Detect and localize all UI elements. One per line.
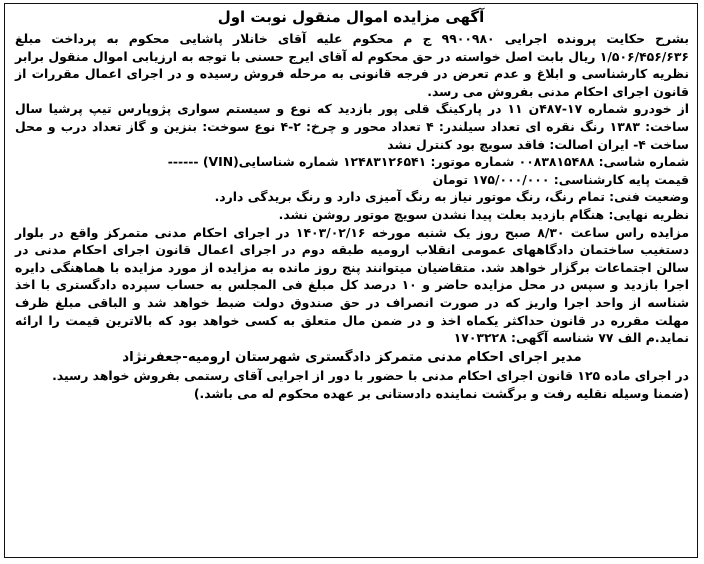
article-125-paragraph: در اجرای ماده ۱۲۵ قانون اجرای احکام مدنی با حضور با دور از اجرایی آقای رستمی بفروش خواهد رسید. — [52, 368, 689, 384]
signature-line: مدیر اجرای احکام مدنی متمرکز دادگستری شهرستان ارومیه-جعفرنژاد — [122, 349, 582, 365]
notice-frame — [4, 3, 698, 558]
case-details-paragraph: بشرح حکایت پرونده اجرایی ۹۹۰۰۹۸۰ ج م محکوم علیه آقای خانلار پاشایی محکوم به پرداخت مبلغ ۱/۵۰۶/۴۵۶/۶۳۶ ریال بابت اصل خواسته در حق محکوم له آقای ایرج حسنی با توجه به ارزیابی اموال منقول برابر نظریه کارشناسی و ابلاغ و عدم تعرض در فرجه قانونی به مرحله فروش رسیده و در اجرای اعمال مقررات از قانون اجرای احکام مدنی بفروش می رسد. — [15, 31, 690, 99]
notice-title: آگهی مزایده اموال منقول نوبت اول — [217, 8, 485, 26]
transport-note-paragraph: (ضمنا وسیله نقلیه رفت و برگشت نماینده دادستانی بر عهده محکوم له می باشد.) — [193, 385, 689, 401]
base-price-paragraph: قیمت پایه کارشناسی: ۱۷۵/۰۰۰/۰۰۰ تومان — [432, 171, 689, 187]
auction-terms-paragraph: مزایده راس ساعت ۸/۳۰ صبح روز یک شنبه مورخه ۱۴۰۳/۰۲/۱۶ در اجرای احکام مدنی متمرکز واقع در بلوار دستغیب ساختمان دادگاههای عمومی انقلاب ارومیه طبقه دوم در اجرای اعمال قانون اجرای احکام مدنی در سالن اجتماعات برگزار خواهد شد. متقاضیان میتوانند پنج روز مانده به مزایده از مورد مزایده با هماهنگی دایره اجرا بازدید و سپس در محل مزایده حاضر و ۱۰ درصد کل مبلغ فی المجلس به حساب سپرده دادگستری با اخذ شناسه از واحد اجرا واریز که در صورت انصراف در حق صندوق دولت ضبط خواهد شد و الباقی مبلغ ظرف مهلت مقرره در قانون حداکثر یکماه اخذ و در ضمن مال متعلق به کسی خواهد بود که بالاترین قیمت را ارائه نماید.م الف ۷۷ شناسه آگهی: ۱۷۰۳۲۲۸ — [15, 224, 689, 346]
final-opinion-paragraph: نظریه نهایی: هنگام بازدید بعلت پیدا نشدن سویچ موتور روشن نشد. — [278, 206, 689, 222]
notice-body — [15, 30, 689, 402]
vehicle-identifiers-paragraph: شماره شاسی: ۰۰۸۳۸۱۵۴۸۸ شماره موتور: ۱۲۴۸۳۱۲۶۵۴۱ شماره شناسایی(VIN) ------ — [167, 154, 689, 170]
vehicle-description-paragraph: از خودرو شماره ۱۷-۴۸۷ن ۱۱ در پارکینگ قلی پور بازدید که نوع و سیستم سواری پژوپارس تیپ پرشیا سال ساخت: ۱۳۸۳ رنگ نقره ای تعداد سیلندر: ۴ تعداد محور و چرخ: ۲-۴ نوع سوخت: بنزین و گاز تعداد درب و محل ساخت ۴- ایران اصالت: فاقد سویچ بود کنترل نشد — [15, 101, 690, 152]
technical-condition-paragraph: وضعیت فنی: تمام رنگ، رنگ موتور نیاز به رنگ آمیزی دارد و رنگ بریدگی دارد. — [214, 189, 689, 205]
